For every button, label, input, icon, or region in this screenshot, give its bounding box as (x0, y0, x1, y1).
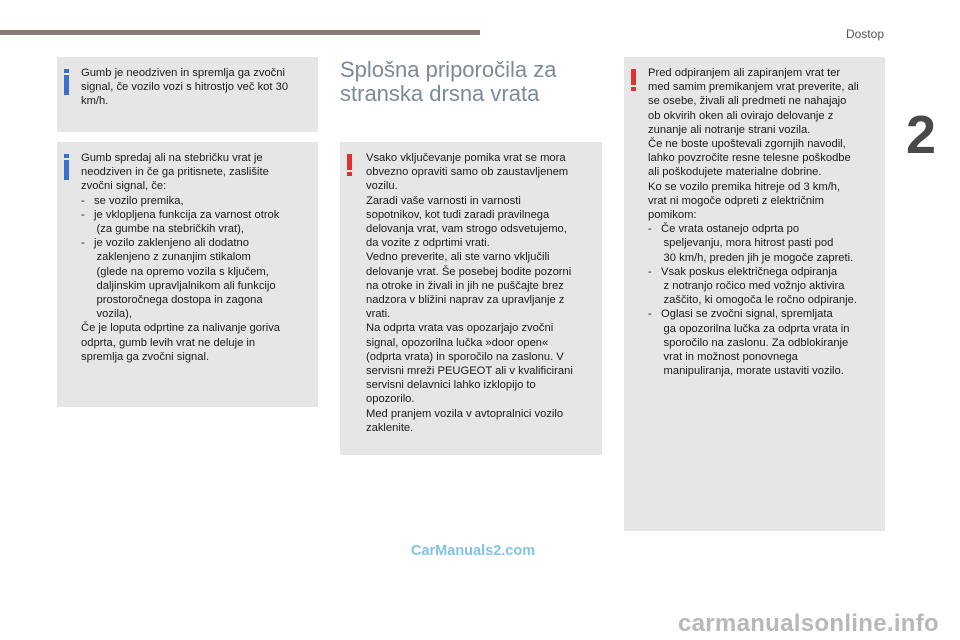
watermark-carmanualsonline: carmanualsonline.info (678, 610, 940, 637)
warning-box-doors (624, 57, 885, 531)
info-icon (64, 154, 69, 180)
watermark-carmanuals2: CarManuals2.com (411, 543, 536, 559)
info-box-speed (57, 57, 318, 132)
warning-box-doors-text: Pred odpiranjem ali zapiranjem vrat ter med samim premikanjem vrat preverite, ali se osebe, živali ali predmeti ne nahajajo ob okvirih oken ali ovirajo delovanje z zunanje ali notranje strani vozila. Če ne boste upoštevali zgornjih navodil, lahko povzročite resne telesne poškodbe ali poškodujete materialne dobrine. Ko se vozilo premika hitreje od 3 km/h, vrat ni mogoče odpreti z električnim pomikom: - Če vrata ostanejo odprta po speljevanju, mora hitrost pasti pod 30 km/h, preden jih je mogoče zapreti. - Vsak poskus električnega odpiranja z notranjo ročico med vožnjo aktivira zaščito, ki omogoča le ročno odpiranje. - Oglasi se zvočni signal, spremljata ga opozorilna lučka za odprta vrata in sporočilo na zaslonu. Za odblokiranje vrat in možnost ponovnega manipuliranja, morate ustaviti vozilo. (648, 67, 859, 378)
warning-box-general (340, 142, 602, 455)
info-icon (64, 69, 69, 95)
info-box-speed-text: Gumb je neodziven in spremlja ga zvočni signal, če vozilo vozi s hitrostjo več kot 30 km/h. (81, 67, 289, 108)
chapter-number: 2 (906, 105, 937, 165)
header-rule (0, 30, 480, 35)
warning-icon (631, 69, 636, 91)
info-box-button-text: Gumb spredaj ali na stebričku vrat je neodziven in če ga pritisnete, zaslišite zvočni signal, če: - se vozilo premika, - je vklopljena funkcija za varnost otrok (za gumbe na stebričkih vrat), - je vozilo zaklenjeno ali dodatno zaklenjeno z zunanjim stikalom (glede na opremo vozila s ključem, daljinskim upravljalnikom ali funkcijo prostoročnega dostopa in zagona vozila), Če je loputa odprtine za nalivanje goriva odprta, gumb levih vrat ne deluje in spremlja ga zvočni signal. (81, 152, 281, 363)
info-box-button (57, 142, 318, 407)
warning-icon (347, 154, 352, 176)
page-heading: Splošna priporočila za stranska drsna vrata (340, 57, 557, 106)
section-title: Dostop (845, 27, 884, 41)
warning-box-general-text: Vsako vključevanje pomika vrat se mora obvezno opraviti samo ob zaustavljenem vozilu. Zaradi vaše varnosti in varnosti sopotnikov, kot tudi zaradi pravilnega delovanja vrat, vam strogo odsvetujemo, da vozite z odprtimi vrati. Vedno preverite, ali ste varno vključili delovanje vrat. Še posebej bodite pozorni na otroke in živali in jih ne puščajte brez nadzora v bližini naprav za upravljanje z vrati. Na odprta vrata vas opozarjajo zvočni signal, opozorilna lučka »door open« (odprta vrata) in sporočilo na zaslonu. V servisni mreži PEUGEOT ali v kvalificirani servisni delavnici lahko izklopijo to opozorilo. Med pranjem vozila v avtopralnici vozilo zaklenite. (366, 152, 573, 434)
